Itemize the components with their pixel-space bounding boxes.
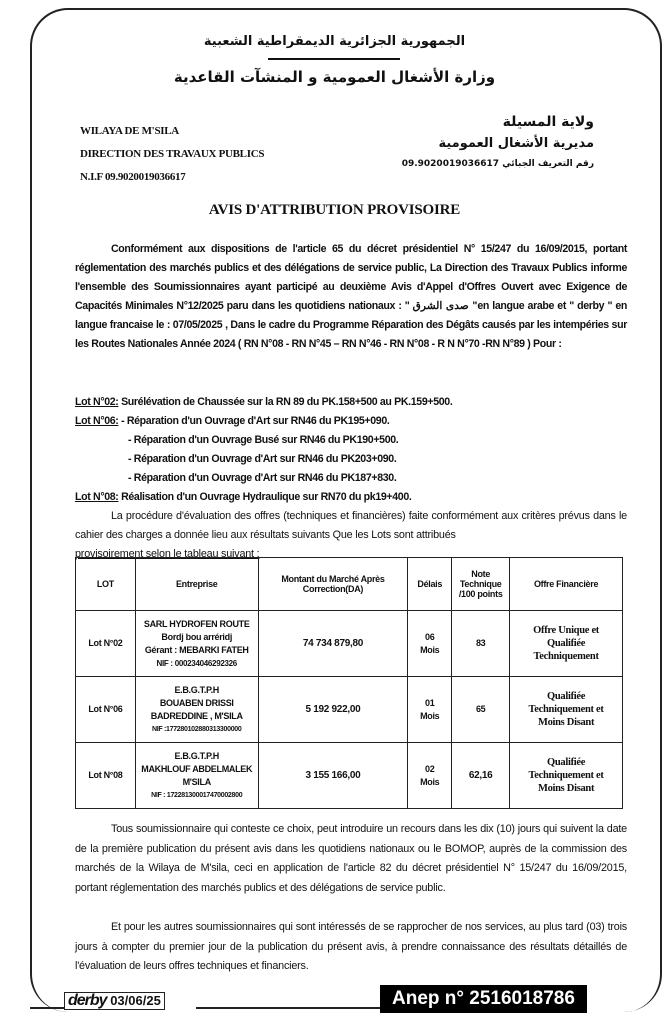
cell-offre (510, 677, 623, 743)
procedure-paragraph: La procédure d'évaluation des offres (techniques et financières) faite conformément aux critères prévus dans le cahier des charges a donnée lieu aux résultats suivants Que les Lots sont attribués (75, 510, 627, 541)
divider (268, 58, 400, 60)
cell-delais (408, 611, 452, 677)
cell-montant: 3 155 166,00 (258, 743, 408, 809)
cell-lot: Lot N°08 (76, 743, 136, 809)
line: SARL HYDROFEN ROUTE (143, 618, 250, 629)
wilaya-ar: ولاية المسيلة (502, 114, 594, 130)
line: Mois (420, 710, 440, 721)
line: NIF :177280102880313300000 (151, 725, 242, 733)
col-lot: LOT (76, 558, 136, 611)
recours-paragraph: Tous soumissionnaire qui conteste ce choix, peut introduire un recours dans les dix (10) jours qui suivent la date de la première publication du présent avis dans les quotidiens nationaux ou le BOMOP, auprès de la commission des marchés de la Wilaya de M'sila, ceci en application de l'article 82 du décret présidentiel N° 15/247 du 16/09/2015, portant réglementation des marchés publics et des délégations de service public. (75, 823, 627, 894)
line: Techniquement et (528, 704, 604, 715)
line: M'SILA (182, 776, 211, 787)
cell-delais (408, 743, 452, 809)
line: Techniquement (533, 651, 599, 662)
derby-logo: derby (68, 992, 107, 1009)
autres-paragraph: Et pour les autres soumissionnaires qui sont intéressés de se rapprocher de nos services, au plus tard (03) trois jours à compter du premier jour de la publication du présent avis, à prendre connaissance des résultats détaillés de l'évaluation de leurs offres techniques et financiers. (75, 921, 627, 972)
line: Gérant : MEBARKI FATEH (144, 644, 249, 655)
line: BOUABEN DRISSI (159, 697, 234, 708)
cell-lot: Lot N°02 (76, 611, 136, 677)
cell-lot: Lot N°06 (76, 677, 136, 743)
cell-note: 83 (452, 611, 510, 677)
line: NIF : 000234046292326 (156, 658, 237, 668)
table-row (76, 611, 623, 677)
lot-08 (75, 488, 411, 507)
line: Qualifiée (547, 638, 586, 649)
lot-item: Réalisation d'un Ouvrage Hydraulique sur RN70 du pk19+400. (121, 491, 412, 503)
wilaya: WILAYA DE M'SILA (80, 125, 179, 137)
table-row (76, 677, 623, 743)
direction: DIRECTION DES TRAVAUX PUBLICS (80, 148, 265, 160)
line: Moins Disant (537, 717, 595, 728)
table-header (76, 558, 623, 611)
line: MAKHLOUF ABDELMALEK (141, 763, 253, 774)
cell-montant: 5 192 922,00 (258, 677, 408, 743)
cell-note: 62,16 (452, 743, 510, 809)
document-title: AVIS D'ATTRIBUTION PROVISOIRE (208, 202, 461, 218)
lot-02 (75, 393, 452, 412)
frame-line (30, 1007, 64, 1009)
line: E.B.G.T.P.H (174, 684, 220, 695)
line: BADREDDINE , M'SILA (150, 710, 243, 721)
line: Moins Disant (537, 783, 595, 794)
intro-paragraph: Conformément aux dispositions de l'article 65 du décret présidentiel N° 15/247 du 16/09/2015, portant réglementation des marchés publics et des délégations de service public, La Direction des Travaux Publics informe l'ensemble des Soumissionnaires ayant participé au deuxième Avis d'Appel d'Offres Ouvert avec Exigence de Capacités Minimales N°12/2025 paru dans les quotidiens nationaux : " صدى الشرق "en langue arabe et " derby " en langue francaise le : 07/05/2025 , Dans le cadre du Programme Réparation des Dégâts causés par les intempéries sur les Routes Nationales Année 2024 ( RN N°08 - RN N°45 – RN N°46 - RN N°08 - R N N°70 -RN N°89 ) Pour : (75, 243, 628, 350)
line: Qualifiée (547, 691, 586, 702)
line: Mois (420, 776, 440, 787)
col-montant: Montant du Marché Après Correction(DA) (258, 558, 408, 611)
header-right (402, 112, 594, 175)
nif: N.I.F 09.9020019036617 (80, 171, 186, 183)
line: Qualifiée (547, 757, 586, 768)
col-offre: Offre Financière (510, 558, 623, 611)
cell-note: 65 (452, 677, 510, 743)
line: NIF : 172281300017470002800 (151, 791, 243, 799)
line: 06 (425, 631, 435, 642)
cell-entreprise (135, 611, 258, 677)
lot-item: Surélévation de Chaussée sur la RN 89 du PK.158+500 au PK.159+500. (121, 396, 453, 408)
cell-montant: 74 734 879,80 (258, 611, 408, 677)
cell-offre (510, 611, 623, 677)
publication-date: 03/06/25 (110, 993, 161, 1008)
lot-item: - Réparation d'un Ouvrage Busé sur RN46 du PK190+500. (128, 434, 399, 446)
frame-line (196, 1007, 380, 1009)
direction-ar: مديرية الأشغال العمومية (438, 136, 594, 151)
arabic-ministry: وزارة الأشغال العمومية و المنشآت القاعدية (173, 68, 496, 86)
line: E.B.G.T.P.H (174, 750, 220, 761)
col-delais: Délais (408, 558, 452, 611)
header-left (80, 120, 264, 189)
col-note: Note Technique /100 points (452, 558, 510, 611)
lot-label: Lot N°06: (75, 415, 119, 427)
line: Mois (420, 644, 440, 655)
table-row (76, 743, 623, 809)
line: Techniquement et (528, 770, 604, 781)
col-entreprise: Entreprise (135, 558, 258, 611)
anep-number: Anep n° 2516018786 (380, 985, 587, 1013)
procedure-end: provisoirement selon le tableau suivant : (75, 548, 260, 560)
lot-06 (75, 412, 389, 431)
lot-label: Lot N°02: (75, 396, 119, 408)
lot-item: - Réparation d'un Ouvrage d'Art sur RN46 du PK187+830. (128, 472, 397, 484)
arabic-republic: الجمهورية الجزائرية الديمقراطية الشعبية (203, 34, 466, 49)
line: Bordj bou arréridj (161, 631, 233, 642)
lot-label: Lot N°08: (75, 491, 119, 503)
line: 02 (425, 763, 435, 774)
line: Offre Unique et (533, 625, 600, 636)
line: 01 (425, 697, 435, 708)
cell-entreprise (135, 677, 258, 743)
cell-offre (510, 743, 623, 809)
cell-delais (408, 677, 452, 743)
attribution-table (75, 557, 623, 809)
nif-ar: رقم التعريف الجبائي 09.9020019036617 (401, 159, 594, 169)
newspaper-stamp (64, 992, 165, 1010)
lot-item: - Réparation d'un Ouvrage d'Art sur RN46 du PK203+090. (128, 453, 397, 465)
cell-entreprise (135, 743, 258, 809)
lot-item: - Réparation d'un Ouvrage d'Art sur RN46 du PK195+090. (121, 415, 390, 427)
